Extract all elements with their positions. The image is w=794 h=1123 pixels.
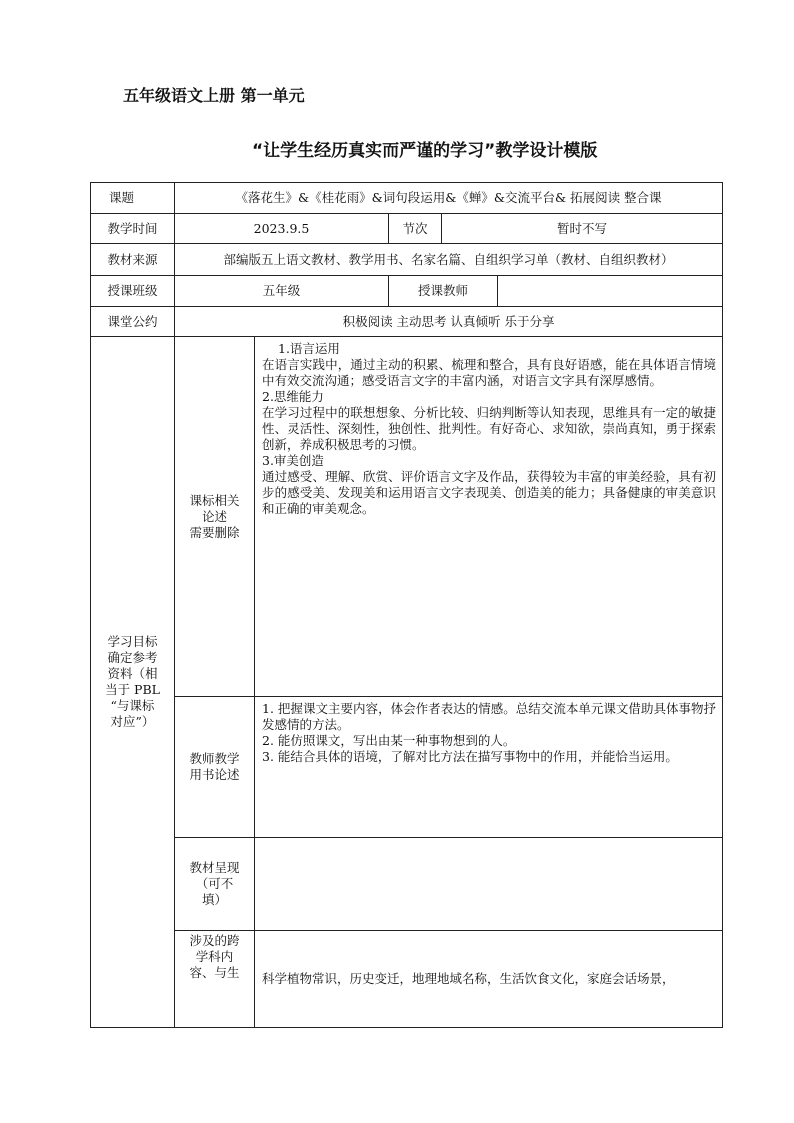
standard-item-body: 在学习过程中的联想想象、分析比较、归纳判断等认知表现，思维具有一定的敏捷性、灵活性、深刻性，独创性、批判性。有好奇心、求知欲，崇尚真知，勇于探索创新，养成积极思考的习惯。 (262, 405, 717, 452)
teacher-book-label: 教师教学 用书论述 (175, 697, 255, 838)
standard-item-title: 2.思维能力 (262, 389, 324, 404)
teacher-label: 授课教师 (389, 276, 498, 307)
standard-item-body: 通过感受、理解、欣赏、评价语言文字及作品，获得较为丰富的审美经验，具有初步的感受美、发现美和运用语言文字表现美、创造美的能力；具备健康的审美意识和正确的审美观念。 (262, 469, 717, 516)
standard-content (255, 337, 723, 697)
topic-label: 课题 (91, 183, 175, 214)
rules-label: 课堂公约 (91, 307, 175, 337)
row-standard (91, 337, 723, 697)
cross-subject-content: 科学植物常识，历史变迁，地理地域名称，生活饮食文化，家庭会话场景， (255, 931, 723, 1028)
textbook-content (255, 838, 723, 931)
row-cross-subject (91, 931, 723, 1028)
row-textbook (91, 838, 723, 931)
source-label: 教材来源 (91, 244, 175, 276)
period-label: 节次 (389, 214, 442, 244)
rules-value: 积极阅读 主动思考 认真倾听 乐于分享 (175, 307, 723, 337)
row-topic (91, 183, 723, 214)
time-value: 2023.9.5 (175, 214, 389, 244)
teacher-value (498, 276, 723, 307)
standard-item-title: 3.审美创造 (262, 453, 324, 468)
textbook-label: 教材呈现 （可不 填） (175, 838, 255, 931)
standard-item-body: 在语言实践中，通过主动的积累、梳理和整合，具有良好语感，能在具体语言情境中有效交流沟通；感受语言文字的丰富内涵，对语言文字具有深厚感情。 (262, 357, 717, 388)
class-label: 授课班级 (91, 276, 175, 307)
row-rules (91, 307, 723, 337)
unit-heading: 五年级语文上册 第一单元 (123, 86, 305, 105)
source-value: 部编版五上语文教材、教学用书、名家名篇、自组织学习单（教材、自组织教材） (175, 244, 723, 276)
class-value: 五年级 (175, 276, 389, 307)
standard-item-title: 1.语言运用 (278, 341, 340, 356)
teacher-book-item: 2. 能仿照课文，写出由某一种事物想到的人。 (262, 733, 516, 748)
row-source (91, 244, 723, 276)
standard-label: 课标相关 论述 需要删除 (175, 337, 255, 697)
cross-subject-label: 涉及的跨 学科内 容、与生 (175, 931, 255, 1028)
row-class (91, 276, 723, 307)
goals-outer-label: 学习目标 确定参考 资料（相 当于 PBL “与课标 对应”） (91, 337, 175, 1028)
template-title: “让学生经历真实而严谨的学习”教学设计模版 (252, 141, 598, 161)
lesson-plan-table (90, 182, 723, 1028)
teacher-book-content (255, 697, 723, 838)
row-teacher-book (91, 697, 723, 838)
period-value: 暂时不写 (442, 214, 723, 244)
row-time (91, 214, 723, 244)
teacher-book-item: 3. 能结合具体的语境，了解对比方法在描写事物中的作用，并能恰当运用。 (262, 749, 678, 764)
time-label: 教学时间 (91, 214, 175, 244)
teacher-book-item: 1. 把握课文主要内容，体会作者表达的情感。总结交流本单元课文借助具体事物抒发感情的方法。 (262, 701, 717, 732)
topic-value: 《落花生》&《桂花雨》&词句段运用&《蝉》&交流平台& 拓展阅读 整合课 (175, 183, 723, 214)
